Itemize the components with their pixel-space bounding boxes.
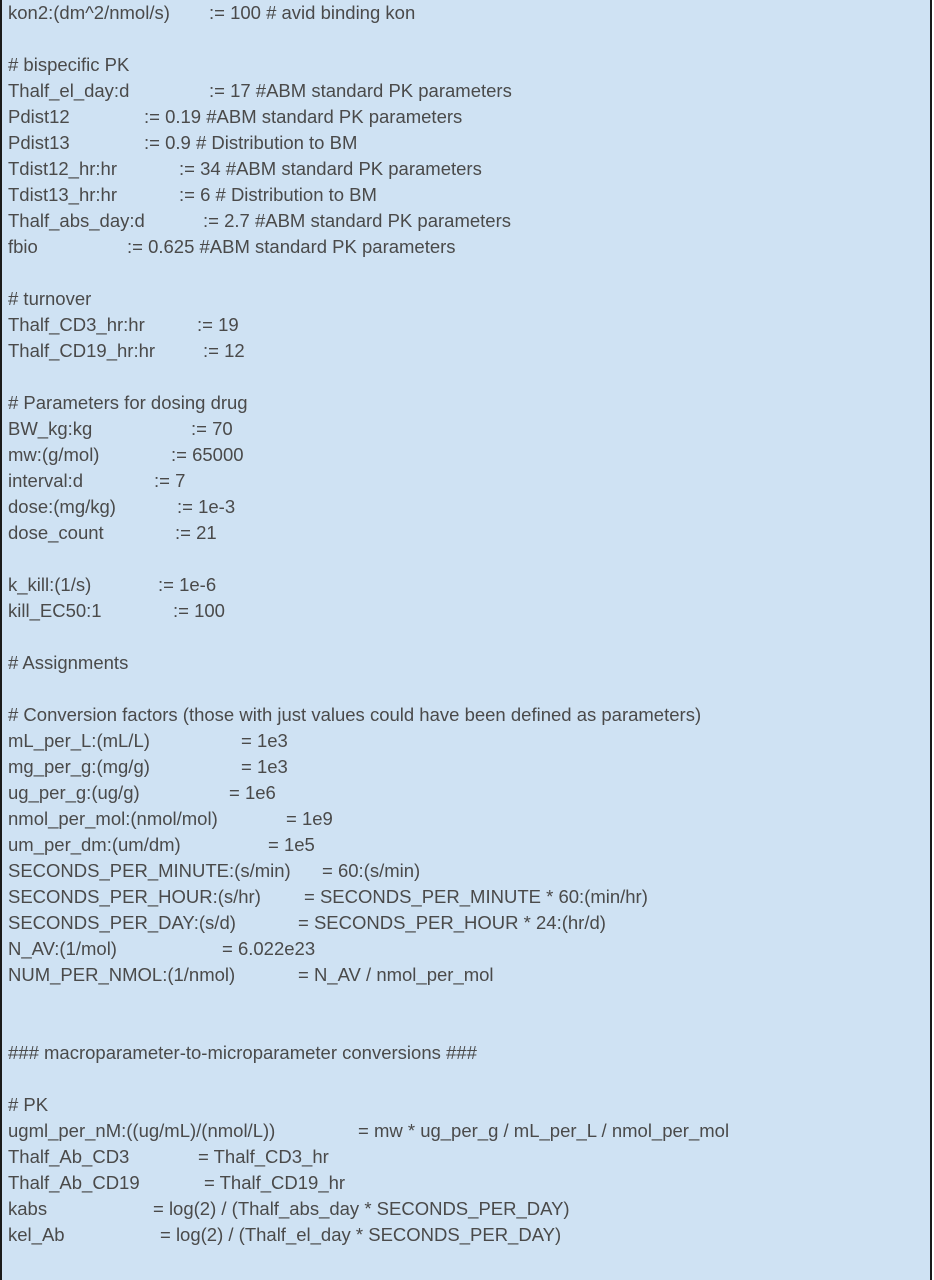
line-value: := 19 (197, 314, 239, 335)
line-value: := 17 #ABM standard PK parameters (209, 80, 512, 101)
line-key: ug_per_g:(ug/g) (8, 782, 140, 803)
line-key: dose:(mg/kg) (8, 496, 116, 517)
line-value: = N_AV / nmol_per_mol (298, 964, 494, 985)
line-key: NUM_PER_NMOL:(1/nmol) (8, 964, 236, 985)
line-key: SECONDS_PER_DAY:(s/d) (8, 912, 236, 933)
section-comment: # PK (8, 1094, 49, 1115)
line-value: = 1e3 (241, 730, 288, 751)
line-key: um_per_dm:(um/dm) (8, 834, 181, 855)
line-key: kel_Ab (8, 1224, 65, 1245)
line-value: := 100 (173, 600, 225, 621)
line-key: mg_per_g:(mg/g) (8, 756, 150, 777)
line-key: N_AV:(1/mol) (8, 938, 117, 959)
line-key: k_kill:(1/s) (8, 574, 92, 595)
line-key: fbio (8, 236, 38, 257)
line-value: := 12 (203, 340, 245, 361)
line-value: := 6 # Distribution to BM (179, 184, 377, 205)
line-key: SECONDS_PER_HOUR:(s/hr) (8, 886, 261, 907)
section-comment: # Assignments (8, 652, 129, 673)
line-value: := 1e-6 (158, 574, 217, 595)
section-comment: # bispecific PK (8, 54, 130, 75)
line-value: := 0.625 #ABM standard PK parameters (127, 236, 456, 257)
line-value: := 70 (191, 418, 233, 439)
section-comment: # turnover (8, 288, 92, 309)
line-key: Pdist13 (8, 132, 70, 153)
line-value: = mw * ug_per_g / mL_per_L / nmol_per_mol (358, 1120, 730, 1141)
line-value: := 21 (175, 522, 217, 543)
line-key: dose_count (8, 522, 104, 543)
line-value: = SECONDS_PER_HOUR * 24:(hr/d) (298, 912, 606, 933)
line-value: := 65000 (171, 444, 244, 465)
line-key: Thalf_CD3_hr:hr (8, 314, 145, 335)
line-key: Thalf_abs_day:d (8, 210, 145, 231)
line-key: ugml_per_nM:((ug/mL)/(nmol/L)) (8, 1120, 276, 1141)
line-value: := 0.19 #ABM standard PK parameters (144, 106, 463, 127)
line-key: interval:d (8, 470, 84, 491)
line-key: mw:(g/mol) (8, 444, 100, 465)
line-key: BW_kg:kg (8, 418, 93, 439)
line-key: Tdist12_hr:hr (8, 158, 117, 179)
line-value: := 34 #ABM standard PK parameters (179, 158, 482, 179)
line-key: Thalf_Ab_CD19 (8, 1172, 140, 1193)
line-value: := 100 # avid binding kon (209, 2, 416, 23)
line-key: kabs (8, 1198, 48, 1219)
line-value: = 1e3 (241, 756, 288, 777)
line-key: mL_per_L:(mL/L) (8, 730, 150, 751)
line-key: Thalf_el_day:d (8, 80, 130, 101)
line-value: = log(2) / (Thalf_abs_day * SECONDS_PER_DAY) (153, 1198, 570, 1219)
line-value: = Thalf_CD19_hr (204, 1172, 346, 1193)
line-key: Tdist13_hr:hr (8, 184, 117, 205)
line-key: kon2:(dm^2/nmol/s) (8, 2, 170, 23)
line-value: = 1e5 (268, 834, 315, 855)
section-comment: # Conversion factors (those with just values could have been defined as parameters) (8, 704, 702, 725)
line-key: Thalf_CD19_hr:hr (8, 340, 156, 361)
line-value: := 0.9 # Distribution to BM (144, 132, 358, 153)
line-value: = SECONDS_PER_MINUTE * 60:(min/hr) (304, 886, 648, 907)
line-value: := 7 (154, 470, 186, 491)
section-comment: # Parameters for dosing drug (8, 392, 248, 413)
line-value: = 6.022e23 (222, 938, 316, 959)
line-value: = 60:(s/min) (322, 860, 421, 881)
line-key: nmol_per_mol:(nmol/mol) (8, 808, 218, 829)
line-value: = 1e6 (229, 782, 276, 803)
line-key: kill_EC50:1 (8, 600, 102, 621)
line-value: = 1e9 (286, 808, 333, 829)
line-value: := 1e-3 (177, 496, 236, 517)
line-value: = log(2) / (Thalf_el_day * SECONDS_PER_DAY) (160, 1224, 562, 1245)
line-key: Pdist12 (8, 106, 70, 127)
line-value: = Thalf_CD3_hr (198, 1146, 329, 1167)
line-value: := 2.7 #ABM standard PK parameters (203, 210, 511, 231)
line-key: Thalf_Ab_CD3 (8, 1146, 130, 1167)
section-comment: ### macroparameter-to-microparameter conversions ### (8, 1042, 477, 1063)
line-key: SECONDS_PER_MINUTE:(s/min) (8, 860, 291, 881)
